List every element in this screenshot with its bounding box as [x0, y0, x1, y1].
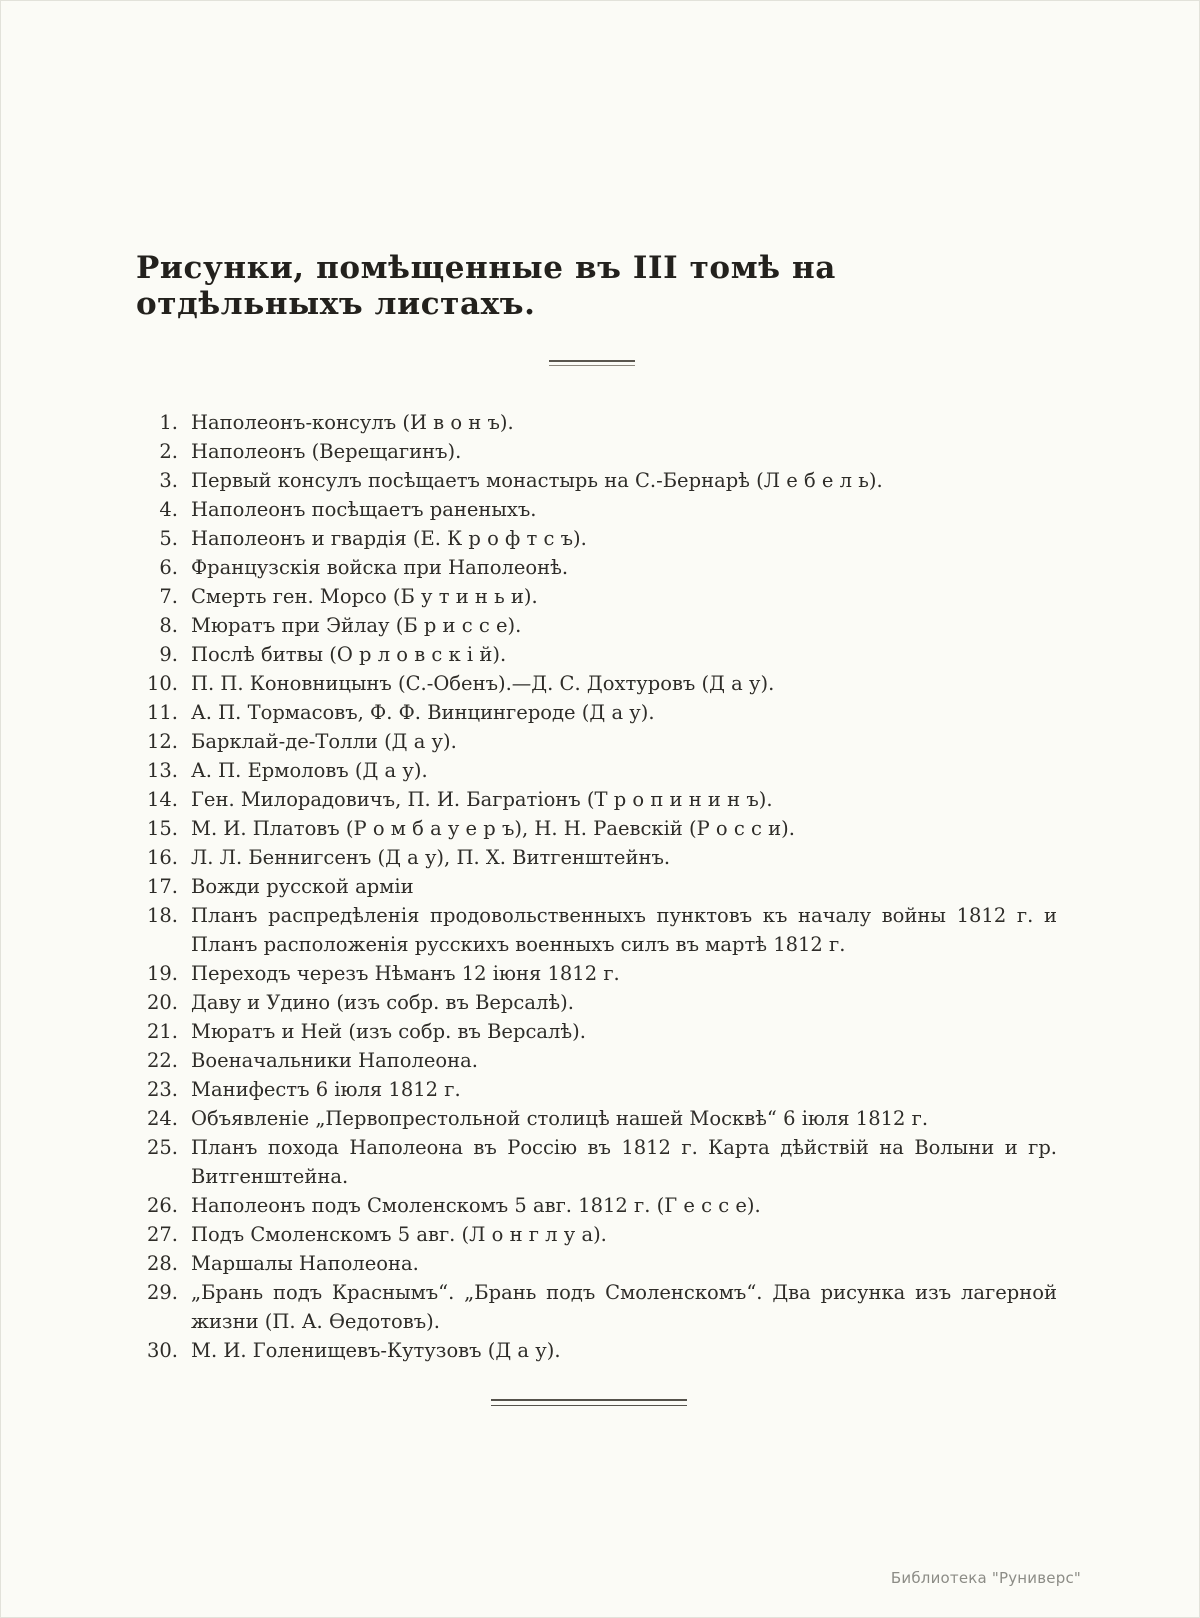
item-text: Наполеонъ-консулъ (И в о н ъ). — [191, 411, 514, 435]
list-item — [134, 727, 1057, 756]
list-item — [134, 814, 1057, 843]
page-title: Рисунки, помѣщенные въ III томѣ на отдѣльныхъ листахъ. — [136, 250, 836, 322]
item-text: П. П. Коновницынъ (С.-Обенъ).—Д. С. Дохтуровъ (Д а у). — [191, 672, 775, 696]
item-text: А. П. Тормасовъ, Ф. Ф. Винцингероде (Д а у). — [191, 701, 655, 725]
item-number: 10. — [146, 672, 178, 696]
item-number: 9. — [159, 643, 178, 667]
list-item — [134, 1017, 1057, 1046]
item-text: Французскія войска при Наполеонѣ. — [191, 556, 569, 580]
list-item — [134, 1133, 1057, 1191]
list-item — [134, 1336, 1057, 1365]
item-text: Послѣ битвы (О р л о в с к і й). — [191, 643, 507, 667]
list-item — [134, 785, 1057, 814]
item-number: 18. — [146, 904, 178, 928]
item-text: Наполеонъ и гвардія (Е. К р о ф т с ъ). — [191, 527, 587, 551]
item-text: Переходъ черезъ Нѣманъ 12 іюня 1812 г. — [191, 962, 620, 986]
item-number: 8. — [159, 614, 178, 638]
bottom-divider — [491, 1399, 687, 1406]
item-number: 20. — [146, 991, 178, 1015]
item-number: 30. — [146, 1339, 178, 1363]
item-number: 15. — [146, 817, 178, 841]
list-item — [134, 582, 1057, 611]
list-item — [134, 495, 1057, 524]
list-item — [134, 408, 1057, 437]
list-item — [134, 756, 1057, 785]
item-number: 2. — [159, 440, 178, 464]
item-text: Смерть ген. Морсо (Б у т и н ь и). — [191, 585, 538, 609]
list-item — [134, 524, 1057, 553]
list-item — [134, 843, 1057, 872]
item-number: 12. — [146, 730, 178, 754]
list-item — [134, 1104, 1057, 1133]
item-text: Наполеонъ посѣщаетъ раненыхъ. — [191, 498, 537, 522]
list-item — [134, 1249, 1057, 1278]
item-text: Л. Л. Беннигсенъ (Д а у), П. Х. Витгенштейнъ. — [191, 846, 671, 870]
title-divider — [549, 360, 635, 366]
item-number: 11. — [146, 701, 178, 725]
item-number: 7. — [159, 585, 178, 609]
list-item — [134, 611, 1057, 640]
item-number: 14. — [146, 788, 178, 812]
list-item — [134, 640, 1057, 669]
list-item — [134, 1075, 1057, 1104]
item-text: Наполеонъ подъ Смоленскомъ 5 авг. 1812 г. (Г е с с е). — [191, 1194, 761, 1218]
item-text: Даву и Удино (изъ собр. въ Версалѣ). — [191, 991, 574, 1015]
illustration-list — [1, 408, 1199, 1365]
item-text: „Брань подъ Краснымъ“. „Брань подъ Смоленскомъ“. Два рисунка изъ лагерной жизни (П. А. Ѳедотовъ). — [191, 1281, 1057, 1334]
item-number: 1. — [159, 411, 178, 435]
list-item — [134, 1191, 1057, 1220]
item-number: 27. — [146, 1223, 178, 1247]
item-text: Планъ похода Наполеона въ Россію въ 1812 г. Карта дѣйствій на Волыни и гр. Витгенштейна. — [191, 1136, 1057, 1189]
item-text: Барклай-де-Толли (Д а у). — [191, 730, 457, 754]
item-number: 25. — [146, 1136, 178, 1160]
item-number: 13. — [146, 759, 178, 783]
item-text: Маршалы Наполеона. — [191, 1252, 419, 1276]
item-number: 19. — [146, 962, 178, 986]
item-number: 29. — [146, 1281, 178, 1305]
item-number: 28. — [146, 1252, 178, 1276]
library-watermark: Библиотека "Руниверс" — [890, 1569, 1081, 1587]
item-number: 16. — [146, 846, 178, 870]
list-item — [134, 1278, 1057, 1336]
item-number: 26. — [146, 1194, 178, 1218]
list-item — [134, 1220, 1057, 1249]
item-text: Наполеонъ (Верещагинъ). — [191, 440, 462, 464]
item-text: Вожди русской арміи — [191, 875, 414, 899]
list-item — [134, 959, 1057, 988]
item-number: 17. — [146, 875, 178, 899]
item-text: Военачальники Наполеона. — [191, 1049, 478, 1073]
item-number: 4. — [159, 498, 178, 522]
list-item — [134, 901, 1057, 959]
item-text: Манифестъ 6 іюля 1812 г. — [191, 1078, 461, 1102]
item-text: Объявленіе „Первопрестольной столицѣ нашей Москвѣ“ 6 іюля 1812 г. — [191, 1107, 929, 1131]
item-text: Мюратъ при Эйлау (Б р и с с е). — [191, 614, 522, 638]
list-item — [134, 466, 1057, 495]
list-item — [134, 698, 1057, 727]
item-text: Мюратъ и Ней (изъ собр. въ Версалѣ). — [191, 1020, 586, 1044]
item-text: М. И. Платовъ (Р о м б а у е р ъ), Н. Н. Раевскій (Р о с с и). — [191, 817, 795, 841]
list-item — [134, 669, 1057, 698]
item-number: 3. — [159, 469, 178, 493]
list-item — [134, 437, 1057, 466]
item-number: 24. — [146, 1107, 178, 1131]
item-text: Подъ Смоленскомъ 5 авг. (Л о н г л у а). — [191, 1223, 607, 1247]
item-text: М. И. Голенищевъ-Кутузовъ (Д а у). — [191, 1339, 561, 1363]
item-text: А. П. Ермоловъ (Д а у). — [191, 759, 428, 783]
item-number: 22. — [146, 1049, 178, 1073]
list-item — [134, 988, 1057, 1017]
item-number: 23. — [146, 1078, 178, 1102]
item-text: Ген. Милорадовичъ, П. И. Багратіонъ (Т р о п и н и н ъ). — [191, 788, 773, 812]
list-item — [134, 1046, 1057, 1075]
item-number: 6. — [159, 556, 178, 580]
list-item — [134, 872, 1057, 901]
item-number: 5. — [159, 527, 178, 551]
item-text: Планъ распредѣленія продовольственныхъ пунктовъ къ началу войны 1812 г. и Планъ расположенія русскихъ военныхъ силъ въ мартѣ 1812 г. — [191, 904, 1057, 957]
list-item — [134, 553, 1057, 582]
item-number: 21. — [146, 1020, 178, 1044]
item-text: Первый консулъ посѣщаетъ монастырь на С.-Бернарѣ (Л е б е л ь). — [191, 469, 883, 493]
